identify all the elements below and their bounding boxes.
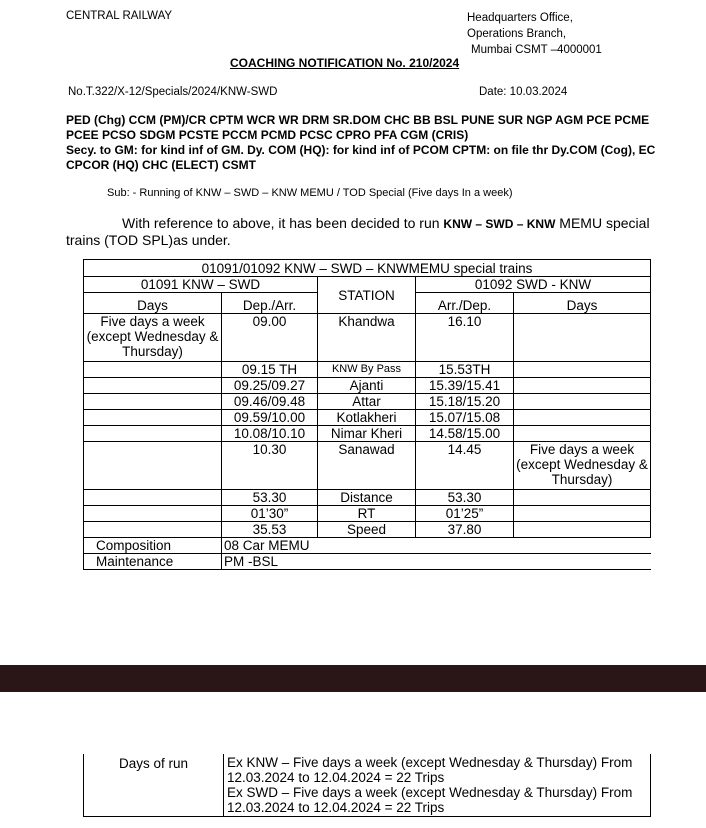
- distance-label: Distance: [318, 490, 416, 506]
- days-up-empty: [514, 378, 651, 394]
- rt-down: 01’30”: [222, 506, 318, 522]
- table-row: [84, 314, 651, 362]
- composition-label: Composition: [84, 538, 222, 554]
- days-of-run-line-4: 12.03.2024 to 12.04.2024 = 22 Trips: [227, 800, 445, 815]
- up-time: 15.18/15.20: [416, 394, 514, 410]
- reference-number: No.T.322/X-12/Specials/2024/KNW-SWD: [68, 86, 278, 98]
- down-time: 10.08/10.10: [222, 426, 318, 442]
- days-down-cell: Five days a week (except Wednesday & Thursday): [84, 314, 222, 362]
- days-of-run-line-2: 12.03.2024 to 12.04.2024 = 22 Trips: [227, 770, 445, 785]
- down-time: 09.59/10.00: [222, 410, 318, 426]
- hq-address: [467, 10, 602, 58]
- days-up-cell: Five days a week (except Wednesday & Thursday): [514, 442, 651, 490]
- notification-date: Date: 10.03.2024: [479, 86, 568, 98]
- distribution-line-3: Secy. to GM: for kind inf of GM. Dy. COM (HQ): for kind inf of PCOM CPTM: on file thr Dy.COM (Cog), EC: [66, 143, 656, 157]
- station-name: KNW By Pass: [318, 362, 416, 378]
- distribution-line-2: PCEE PCSO SDGM PCSTE PCCM PCMD PCSC CPRO PFA CGM (CRIS): [66, 128, 469, 142]
- days-of-run-text: [224, 754, 651, 817]
- days-up-empty: [514, 410, 651, 426]
- col-dep-arr: Dep./Arr.: [222, 293, 318, 314]
- distribution-line-1: PED (Chg) CCM (PM)/CR CPTM WCR WR DRM SR.DOM CHC BB BSL PUNE SUR NGP AGM PCE PCME: [66, 113, 650, 127]
- hq-line-2: Operations Branch,: [467, 28, 567, 40]
- speed-up: 37.80: [416, 522, 514, 538]
- distance-up: 53.30: [416, 490, 514, 506]
- table-row: [84, 426, 651, 442]
- rt-label: RT: [318, 506, 416, 522]
- up-train-header: 01092 SWD - KNW: [416, 277, 651, 293]
- days-up-empty: [514, 394, 651, 410]
- days-of-run-row: [84, 754, 651, 817]
- composition-value: 08 Car MEMU: [222, 538, 651, 554]
- days-up-empty: [514, 426, 651, 442]
- maintenance-label: Maintenance: [84, 554, 222, 570]
- days-down-empty: [84, 522, 222, 538]
- col-days-up: Days: [514, 293, 651, 314]
- days-down-empty: [84, 394, 222, 410]
- station-name: Attar: [318, 394, 416, 410]
- distance-row: [84, 490, 651, 506]
- days-up-empty: [514, 522, 651, 538]
- rt-row: [84, 506, 651, 522]
- speed-row: [84, 522, 651, 538]
- body-route: KNW – SWD – KNW: [443, 217, 556, 231]
- speed-label: Speed: [318, 522, 416, 538]
- up-time: 15.53TH: [416, 362, 514, 378]
- maintenance-value: PM -BSL: [222, 554, 651, 570]
- days-down-empty: [84, 410, 222, 426]
- down-time: 10.30: [222, 442, 318, 490]
- table-row: [84, 394, 651, 410]
- up-time: 15.39/15.41: [416, 378, 514, 394]
- days-of-run-line-3: Ex SWD – Five days a week (except Wednesday & Thursday) From: [227, 785, 633, 800]
- days-of-run-label: Days of run: [84, 754, 224, 817]
- maintenance-row: [84, 554, 651, 570]
- speed-down: 35.53: [222, 522, 318, 538]
- table-row: [84, 362, 651, 378]
- station-name: Kotlakheri: [318, 410, 416, 426]
- down-time: 09.15 TH: [222, 362, 318, 378]
- notification-title: COACHING NOTIFICATION No. 210/2024: [230, 56, 460, 70]
- days-down-empty: [84, 506, 222, 522]
- body-line-1: [66, 215, 650, 232]
- down-time: 09.00: [222, 314, 318, 362]
- down-time: 09.25/09.27: [222, 378, 318, 394]
- table-row: [84, 410, 651, 426]
- days-down-empty: [84, 490, 222, 506]
- col-arr-dep: Arr./Dep.: [416, 293, 514, 314]
- distribution-line-4: CPCOR (HQ) CHC (ELECT) CSMT: [66, 158, 256, 172]
- up-time: 15.07/15.08: [416, 410, 514, 426]
- col-days-down: Days: [84, 293, 222, 314]
- down-train-header: 01091 KNW – SWD: [84, 277, 318, 293]
- timetable-title-row: [84, 260, 651, 277]
- table-row: [84, 442, 651, 490]
- hq-line-1: Headquarters Office,: [467, 12, 573, 24]
- body-paragraph: [66, 215, 650, 248]
- org-name: CENTRAL RAILWAY: [66, 10, 173, 22]
- timetable-title: 01091/01092 KNW – SWD – KNWMEMU special trains: [84, 260, 651, 277]
- days-down-empty: [84, 426, 222, 442]
- days-up-empty: [514, 490, 651, 506]
- up-time: 16.10: [416, 314, 514, 362]
- station-header: STATION: [318, 277, 416, 314]
- rt-up: 01’25”: [416, 506, 514, 522]
- hq-line-3: Mumbai CSMT –4000001: [471, 44, 602, 56]
- station-name: Nimar Kheri: [318, 426, 416, 442]
- distribution-list: [66, 113, 655, 173]
- days-up-empty: [514, 506, 651, 522]
- subject-line: Sub: - Running of KNW – SWD – KNW MEMU / TOD Special (Five days In a week): [107, 187, 513, 199]
- days-up-empty: [514, 362, 651, 378]
- days-of-run-line-1: Ex KNW – Five days a week (except Wednesday & Thursday) From: [227, 755, 633, 770]
- distance-down: 53.30: [222, 490, 318, 506]
- page-separator-band: [0, 665, 706, 692]
- days-down-empty: [84, 362, 222, 378]
- station-name: Sanawad: [318, 442, 416, 490]
- station-name: Khandwa: [318, 314, 416, 362]
- timetable-table: [83, 259, 651, 570]
- table-row: [84, 378, 651, 394]
- days-of-run-table: [83, 754, 651, 817]
- days-up-empty: [514, 314, 651, 362]
- up-time: 14.58/15.00: [416, 426, 514, 442]
- direction-header-row: [84, 277, 651, 293]
- days-down-empty: [84, 442, 222, 490]
- body-post: MEMU special: [555, 215, 650, 231]
- days-down-empty: [84, 378, 222, 394]
- body-line-2: trains (TOD SPL)as under.: [66, 232, 231, 248]
- down-time: 09.46/09.48: [222, 394, 318, 410]
- up-time: 14.45: [416, 442, 514, 490]
- body-pre: With reference to above, it has been decided to run: [122, 215, 444, 231]
- station-name: Ajanti: [318, 378, 416, 394]
- composition-row: [84, 538, 651, 554]
